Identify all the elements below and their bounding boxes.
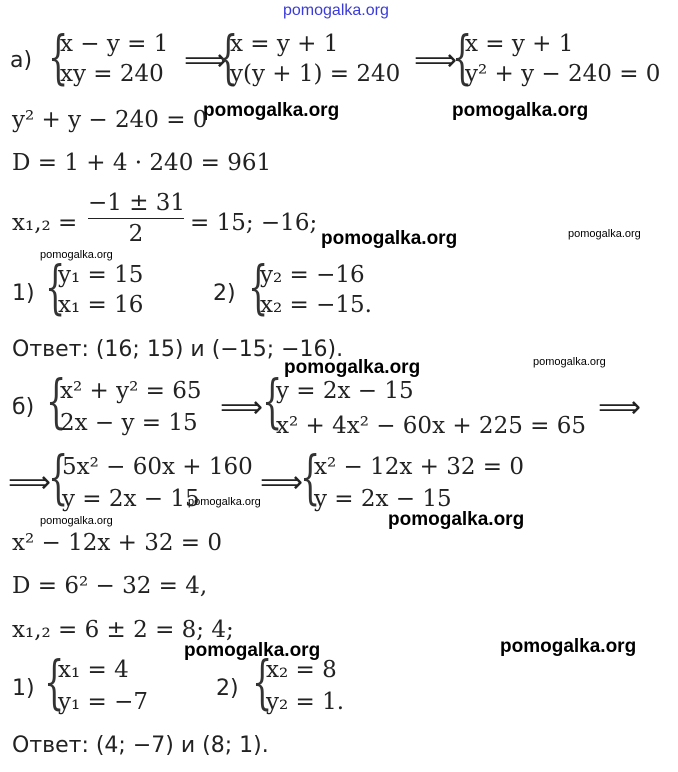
equation-line: x = y + 1: [230, 31, 339, 57]
answer-a: Ответ: (16; 15) и (−15; −16).: [12, 337, 344, 362]
watermark: pomogalka.org: [40, 515, 113, 527]
equation-line: x₂ = 8: [266, 657, 337, 683]
system-brace: {: [45, 253, 66, 321]
implies-arrow: ⟹: [260, 465, 304, 500]
equation-line: x² + y² = 65: [60, 378, 202, 404]
system-brace: {: [248, 253, 269, 321]
case-label: 1): [12, 676, 35, 701]
discriminant: D = 6² − 32 = 4,: [12, 573, 208, 599]
watermark: pomogalka.org: [500, 636, 637, 657]
equation-line: x₁ = 16: [58, 292, 144, 318]
fraction-numerator: −1 ± 31: [88, 190, 186, 216]
equation-line: x − y = 1: [60, 31, 169, 57]
equation-line: y(y + 1) = 240: [230, 61, 401, 87]
system-brace: {: [262, 367, 283, 435]
system-brace: {: [48, 443, 69, 511]
roots-fraction: [88, 190, 184, 247]
system-brace: {: [452, 23, 473, 91]
watermark: pomogalka.org: [452, 100, 589, 121]
implies-arrow: ⟹: [184, 43, 228, 78]
system-brace: {: [300, 443, 321, 511]
system-brace: {: [252, 648, 273, 716]
equation-line: y₂ = 1.: [266, 689, 345, 715]
system-brace: {: [48, 23, 69, 91]
watermark: pomogalka.org: [40, 249, 113, 261]
watermark: pomogalka.org: [388, 509, 525, 530]
equation-line: y₁ = 15: [58, 262, 144, 288]
equation-line: x₂ = −15.: [260, 292, 372, 318]
equation-line: xy = 240: [60, 61, 164, 87]
implies-arrow: ⟹: [8, 465, 52, 500]
watermark: pomogalka.org: [203, 100, 340, 121]
system-brace: {: [218, 23, 239, 91]
watermark: pomogalka.org: [533, 356, 606, 368]
watermark: pomogalka.org: [568, 228, 641, 240]
equation-line: y² + y − 240 = 0: [465, 61, 661, 87]
fraction-denominator: 2: [128, 221, 144, 247]
system-brace: {: [44, 648, 65, 716]
answer-b: Ответ: (4; −7) и (8; 1).: [12, 733, 269, 758]
equation-line: y₁ = −7: [58, 689, 149, 715]
watermark: pomogalka.org: [184, 640, 321, 661]
roots-rhs: = 15; −16;: [190, 210, 318, 236]
equation-line: x₁ = 4: [58, 657, 129, 683]
equation-line: y = 2x − 15: [62, 486, 200, 512]
equation-line: y = 2x − 15: [276, 378, 414, 404]
system-brace: {: [46, 367, 67, 435]
watermark: pomogalka.org: [321, 228, 458, 249]
part-b-label: б): [12, 395, 35, 420]
equation-line: 5x² − 60x + 160: [62, 454, 253, 480]
case-label: 1): [12, 281, 35, 306]
roots-lhs: x₁,₂ =: [12, 210, 78, 236]
part-a-label: а): [10, 48, 33, 73]
implies-arrow: ⟹: [220, 390, 264, 425]
discriminant: D = 1 + 4 · 240 = 961: [12, 150, 272, 176]
watermark: pomogalka.org: [188, 496, 261, 508]
watermark-top: pomogalka.org: [283, 2, 389, 19]
equation-line: x² + 4x² − 60x + 225 = 65: [276, 413, 586, 439]
equation-line: x² − 12x + 32 = 0: [314, 454, 525, 480]
case-label: 2): [213, 281, 236, 306]
equation-line: y₂ = −16: [260, 262, 365, 288]
watermark: pomogalka.org: [284, 357, 421, 378]
equation-line: y² + y − 240 = 0: [12, 107, 208, 133]
equation-line: y = 2x − 15: [314, 486, 452, 512]
equation-line: x = y + 1: [465, 31, 574, 57]
implies-arrow: ⟹: [414, 43, 458, 78]
fraction-bar: [88, 218, 184, 219]
implies-arrow: ⟹: [598, 390, 642, 425]
equation-line: 2x − y = 15: [60, 410, 198, 436]
equation-line: x² − 12x + 32 = 0: [12, 530, 223, 556]
case-label: 2): [216, 676, 239, 701]
roots: x₁,₂ = 6 ± 2 = 8; 4;: [12, 617, 234, 643]
